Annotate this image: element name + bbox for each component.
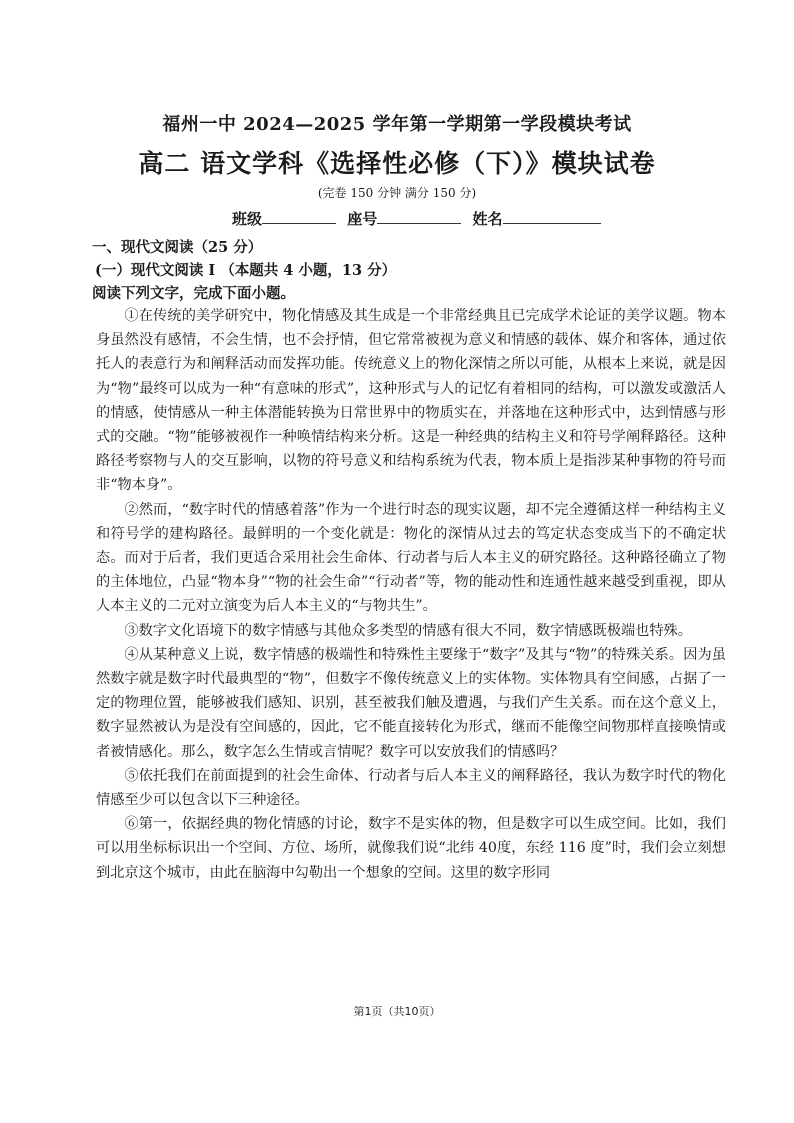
student-info-row <box>232 208 607 229</box>
paragraph-5: ⑤依托我们在前面提到的社会生命体、行动者与后人本主义的阐释路径，我认为数字时代的物化情感至少可以包含以下三种途径。 <box>96 767 726 809</box>
seat-label: 座号 <box>347 210 378 228</box>
name-blank[interactable] <box>503 209 601 224</box>
paragraph-2: ②然而，“数字时代的情感着落”作为一个进行时态的现实议题，却不完全遵循这样一种结构主义和符号学的建构路径。最鲜明的一个变化就是：物化的深情从过去的笃定状态变成当下的不确定状态。而对于后者，我们更适合采用社会生命体、行动者与后人本主义的研究路径。这种路径确立了物的主体地位，凸显“物本身”“物的社会生命”“行动者”等，物的能动性和连通性越来越受到重视，即从人本主义的二元对立演变为后人本主义的“与物共生”。 <box>96 501 726 615</box>
paragraph-4: ④从某种意义上说，数字情感的极端性和特殊性主要缘于“数字”及其与“物”的特殊关系。因为虽然数字就是数字时代最典型的“物”，但数字不像传统意义上的实体物。实体物具有空间感，占据了一定的物理位置，能够被我们感知、识别，甚至被我们触及遭遇，与我们产生关系。而在这个意义上，数字显然被认为是没有空间感的，因此，它不能直接转化为形式，继而不能像空间物那样直接唤情或者被情感化。那么，数字怎么生情或言情呢？数字可以安放我们的情感吗？ <box>96 646 726 760</box>
paragraph-3: ③数字文化语境下的数字情感与其他众多类型的情感有很大不同，数字情感既极端也特殊。 <box>124 622 692 639</box>
class-label: 班级 <box>232 210 263 228</box>
page-number-footer: 第1页（共10页） <box>353 1005 441 1018</box>
section-part1-heading: 一、现代文阅读（25 分） <box>92 239 263 256</box>
paper-title: 高二 语文学科《选择性必修（下）》模块试卷 <box>138 149 656 178</box>
paragraph-6: ⑥第一，依据经典的物化情感的讨论，数字不是实体的物，但是数字可以生成空间。比如，我们可以用坐标标识出一个空间、方位、场所，就像我们说“北纬 40度，东经 116 度”时，我们会立刻想到北京这个城市，由此在脑海中勾勒出一个想象的空间。这里的数字形同 <box>96 816 726 881</box>
paragraph-1: ①在传统的美学研究中，物化情感及其生成是一个非常经典且已完成学术论证的美学议题。物本身虽然没有感情，不会生情，也不会抒情，但它常常被视为意义和情感的载体、媒介和客体，通过依托人的表意行为和阐释活动而发挥功能。传统意义上的物化深情之所以可能，从根本上来说，就是因为“物”最终可以成为一种“有意味的形式”，这种形式与人的记忆有着相同的结构，可以激发或激活人的情感，使情感从一种主体潜能转换为日常世界中的物质实在，并落地在这种形式中，达到情感与形式的交融。“物”能够被视作一种唤情结构来分析。这是一种经典的结构主义和符号学阐释路径。这种路径考察物与人的交互影响，以物的符号意义和结构系统为代表，物本质上是指涉某种事物的符号而非“物本身”。 <box>96 308 726 494</box>
reading-passage <box>96 304 726 885</box>
subsection-reading1-heading: (一）现代文阅读 I （本题共 4 小题，13 分） <box>95 262 397 279</box>
reading-instruction: 阅读下列文字，完成下面小题。 <box>92 285 295 302</box>
exam-duration-score: (完卷 150 分钟 满分 150 分) <box>317 186 477 200</box>
school-exam-title: 福州一中 2024—2025 学年第一学期第一学段模块考试 <box>162 114 632 135</box>
seat-blank[interactable] <box>377 209 461 224</box>
name-label: 姓名 <box>472 210 503 228</box>
class-blank[interactable] <box>262 209 336 224</box>
